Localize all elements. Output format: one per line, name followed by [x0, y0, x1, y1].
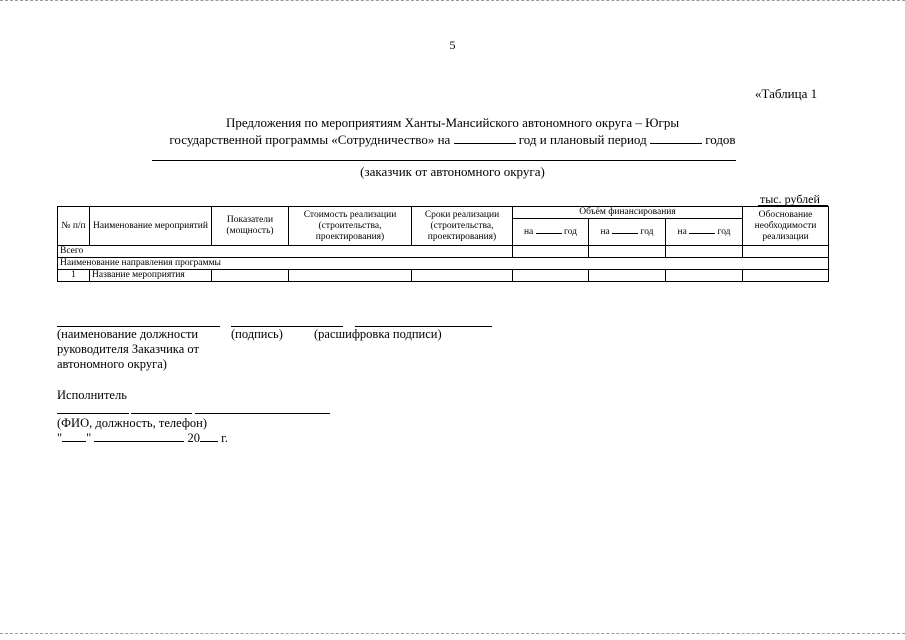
row-item-num: 1 — [58, 270, 90, 282]
scan-edge-top — [0, 0, 905, 3]
header-num: № п/п — [58, 207, 90, 246]
header-year-2: на год — [589, 219, 666, 246]
executor-fio-label: (ФИО, должность, телефон) — [57, 416, 208, 430]
cell[interactable] — [666, 270, 743, 282]
title-text-2b: год и плановый период — [518, 132, 647, 147]
title-line-2 — [0, 132, 905, 148]
table-label: «Таблица 1 — [755, 86, 818, 101]
customer-field[interactable] — [152, 160, 736, 161]
header-name: Наименование мероприятий — [90, 207, 212, 246]
date-month-field[interactable] — [94, 431, 184, 442]
title-line-1 — [0, 115, 905, 131]
date-day-field[interactable] — [62, 431, 86, 442]
cell[interactable] — [289, 270, 412, 282]
customer-label: (заказчик от автономного округа) — [360, 164, 545, 179]
header-indicators: Показатели (мощность) — [212, 207, 289, 246]
table-header-row-1 — [58, 207, 829, 219]
table-row-total — [58, 246, 829, 258]
table-row-direction — [58, 258, 829, 270]
page-number: 5 — [449, 38, 456, 52]
executor-fio-line[interactable] — [57, 413, 129, 414]
plan-year-field[interactable] — [454, 132, 516, 144]
signature-decoding-label: (расшифровка подписи) — [314, 327, 442, 341]
units-note: тыс. рублей — [760, 192, 820, 206]
cell[interactable] — [212, 270, 289, 282]
header-cost: Стоимость реализации (строительства, проектирования) — [289, 207, 412, 246]
row-total-label: Всего — [58, 246, 513, 258]
cell[interactable] — [666, 246, 743, 258]
funding-table — [57, 206, 829, 282]
cell[interactable] — [513, 270, 589, 282]
cell[interactable] — [743, 270, 829, 282]
header-financing: Объём финансирования — [513, 207, 743, 219]
header-terms: Сроки реализации (строительства, проектирования) — [412, 207, 513, 246]
header-year-1: на год — [513, 219, 589, 246]
executor-phone-line[interactable] — [195, 413, 330, 414]
cell[interactable] — [589, 270, 666, 282]
title-text-2a: государственной программы «Сотрудничество» на — [169, 132, 451, 147]
header-year-3: на год — [666, 219, 743, 246]
row-direction-label: Наименование направления программы — [58, 258, 829, 270]
signature-sign-label: (подпись) — [231, 327, 283, 341]
date-year-field[interactable] — [200, 431, 218, 442]
cell[interactable] — [513, 246, 589, 258]
planning-period-field[interactable] — [650, 132, 702, 144]
date-line: " " 20 г. — [57, 431, 228, 445]
title-text-1: Предложения по мероприятиям Ханты-Мансийского автономного округа – Югры — [225, 115, 680, 130]
executor-position-line[interactable] — [131, 413, 192, 414]
row-item-name: Название мероприятия — [90, 270, 212, 282]
scan-edge-bottom — [0, 633, 905, 636]
cell[interactable] — [589, 246, 666, 258]
table-row-item — [58, 270, 829, 282]
executor-label: Исполнитель — [57, 388, 127, 402]
cell[interactable] — [743, 246, 829, 258]
title-text-2c: годов — [705, 132, 736, 147]
signature-position-label: (наименование должности руководителя Заказчика от автономного округа) — [57, 327, 199, 371]
cell[interactable] — [412, 270, 513, 282]
header-justification: Обоснование необходимости реализации — [743, 207, 829, 246]
